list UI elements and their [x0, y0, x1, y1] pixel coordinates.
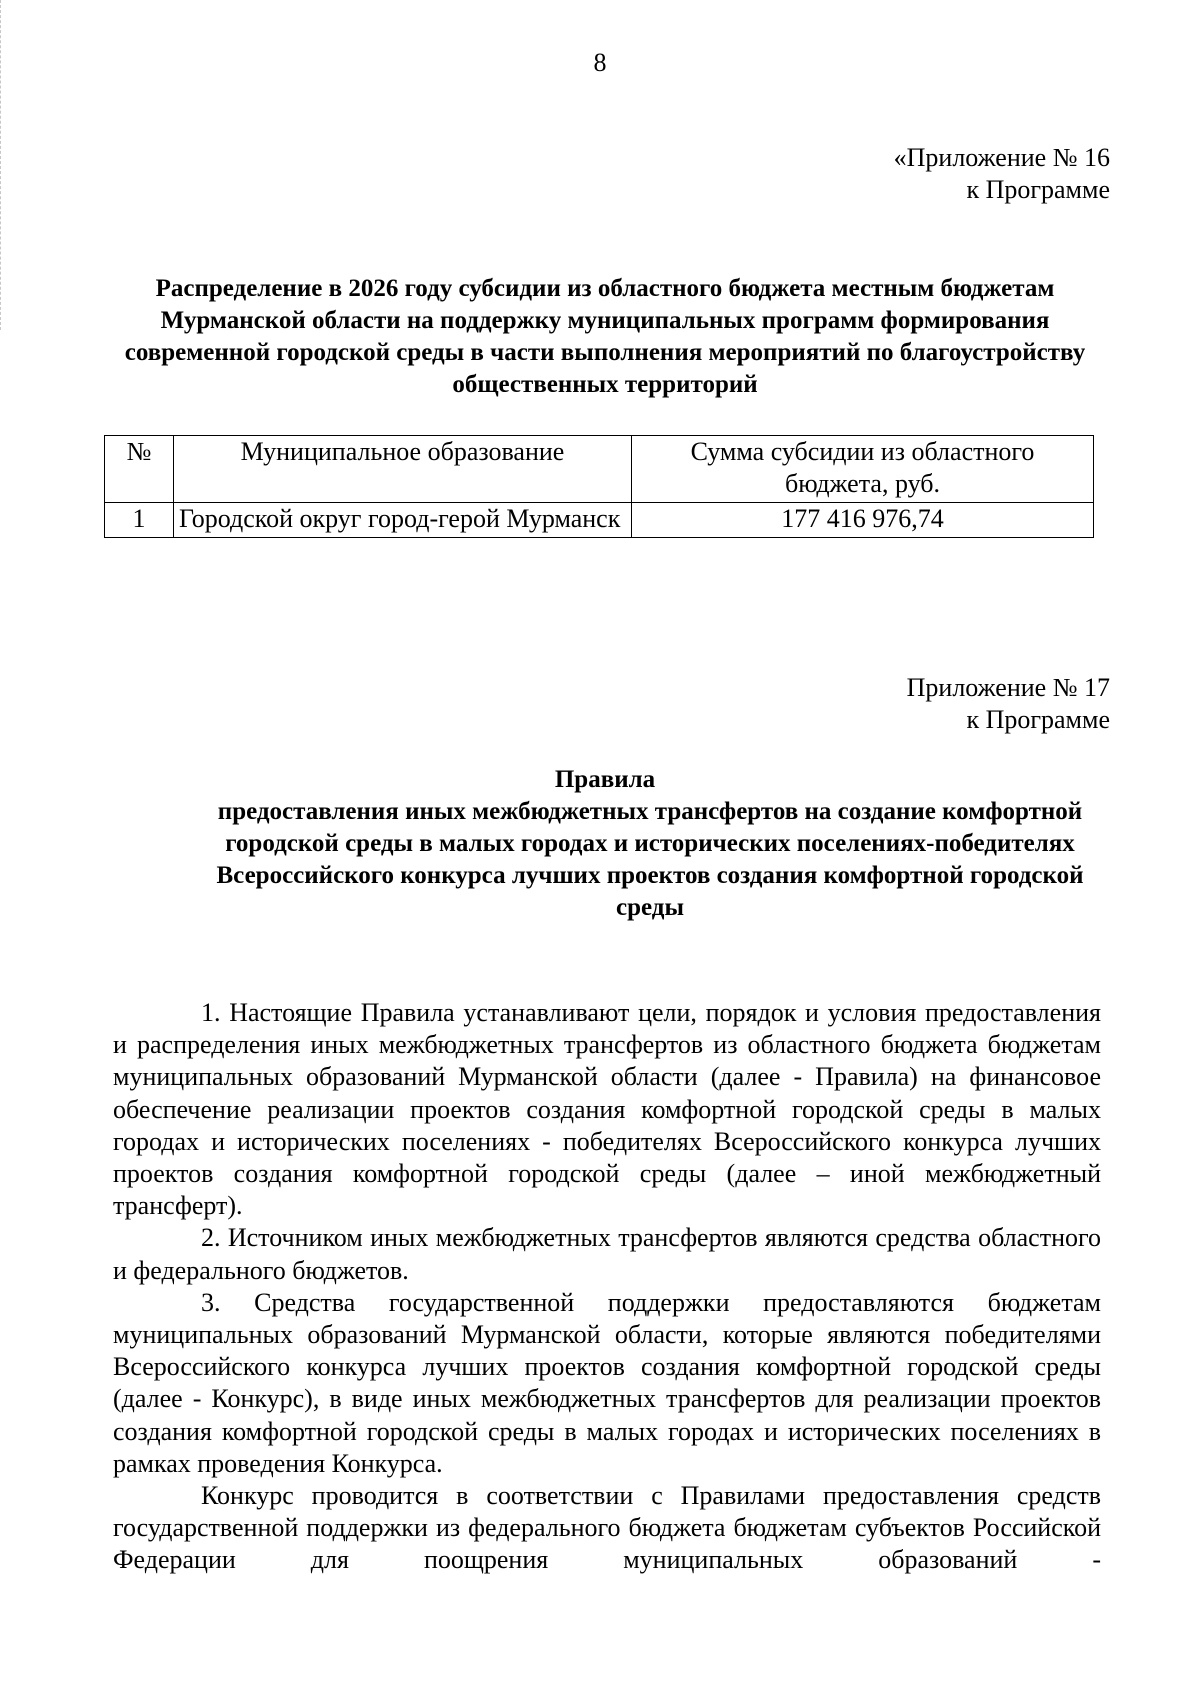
rules-subtitle: предоставления иных межбюджетных трансфертов на создание комфортной городской среды в малых городах и исторических поселениях-победителях Всероссийского конкурса лучших проектов создания комфортной городской среды — [216, 798, 1084, 921]
appendix-17-caption — [907, 672, 1110, 736]
subsidy-table — [104, 435, 1094, 538]
appendix-16-caption — [894, 142, 1110, 206]
header-number: № — [105, 436, 174, 503]
appendix-17-title: Приложение № 17 — [906, 673, 1110, 702]
paragraph-3: 3. Средства государственной поддержки предоставляются бюджетам муниципальных образований Мурманской области, которые являются победителями Всероссийского конкурса лучших проектов создания комфортной городской среды (далее - Конкурс), в виде иных межбюджетных трансфертов для реализации проектов создания комфортной городской среды в малых городах и исторических поселениях в рамках проведения Конкурса. — [113, 1287, 1101, 1478]
appendix-16-title: «Приложение № 16 — [893, 143, 1110, 172]
paragraph-2: 2. Источником иных межбюджетных трансфертов являются средства областного и федерального бюджетов. — [113, 1223, 1101, 1285]
cell-subsidy-amount: 177 416 976,74 — [632, 503, 1094, 538]
page-number: 8 — [593, 48, 607, 77]
header-municipality: Муниципальное образование — [174, 436, 632, 503]
header-subsidy-amount: Сумма субсидии из областного бюджета, руб. — [632, 436, 1094, 503]
table-row — [105, 503, 1094, 538]
rules-heading — [110, 764, 1100, 924]
cell-municipality: Городской округ город-герой Мурманск — [174, 503, 632, 538]
distribution-heading: Распределение в 2026 году субсидии из областного бюджета местным бюджетам Мурманской области на поддержку муниципальных программ формирования современной городской среды в части выполнения мероприятий по благоустройству общественных территорий — [124, 275, 1086, 398]
appendix-17-program: к Программе — [966, 705, 1110, 734]
paragraph-4: Конкурс проводится в соответствии с Правилами предоставления средств государственной поддержки из федерального бюджета бюджетам субъектов Российской Федерации для поощрения муниципальных образований - — [113, 1481, 1101, 1575]
rules-body — [113, 997, 1101, 1577]
appendix-16-program: к Программе — [966, 175, 1110, 204]
cell-number: 1 — [105, 503, 174, 538]
table-header-row — [105, 436, 1094, 503]
paragraph-1: 1. Настоящие Правила устанавливают цели, порядок и условия предоставления и распределения иных межбюджетных трансфертов из областного бюджета бюджетам муниципальных образований Мурманской области (далее - Правила) на финансовое обеспечение реализации проектов создания комфортной городской среды в малых городах и исторических поселениях - победителях Всероссийского конкурса лучших проектов создания комфортной городской среды (далее – иной межбюджетный трансферт). — [113, 998, 1101, 1221]
rules-title: Правила — [554, 766, 656, 793]
